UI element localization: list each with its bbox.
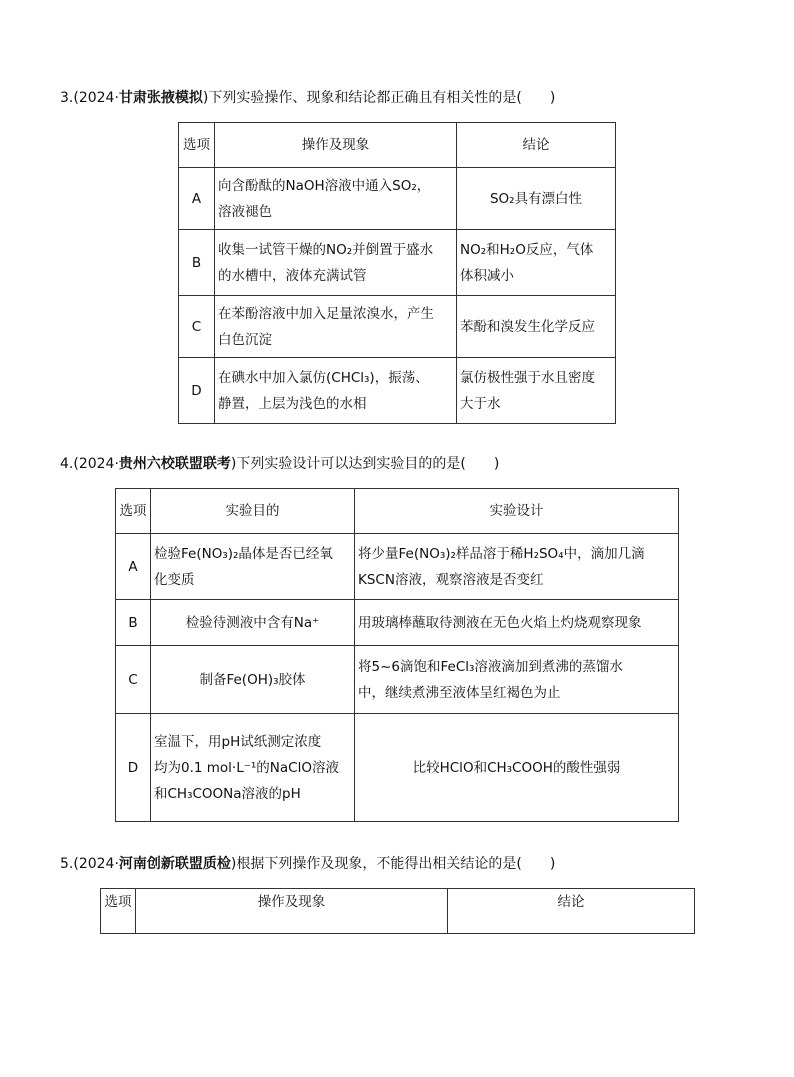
cell-text-line: 室温下，用pH试纸测定浓度 [154,733,322,750]
option-label: D [179,358,215,424]
cell-text-line: 溶液褪色 [218,203,272,220]
header-operation: 操作及现象 [215,123,457,168]
cell-text-line: 的水槽中，液体充满试管 [218,267,367,284]
question-4-stem [60,453,499,473]
goal-cell [151,646,355,714]
question-4-source: 贵州六校联盟联考 [118,456,231,472]
cell-text-line: 检验Fe(NO₃)₂晶体是否已经氧 [154,545,333,562]
cell-text-line: 用玻璃棒蘸取待测液在无色火焰上灼烧观察现象 [358,614,642,631]
question-3-source: 甘肃张掖模拟 [118,90,203,106]
question-3-table [178,122,616,424]
cell-text-line: SO₂具有漂白性 [489,190,583,207]
header-conclusion: 结论 [448,889,695,934]
conclusion-cell [457,168,616,230]
cell-text-line: 静置，上层为浅色的水相 [218,395,367,412]
cell-text-line: 向含酚酞的NaOH溶液中通入SO₂， [218,177,431,194]
table-row [179,230,616,296]
cell-text-line: 中，继续煮沸至液体呈红褐色为止 [358,684,561,701]
cell-text-line: 收集一试管干燥的NO₂并倒置于盛水 [218,241,434,258]
cell-text-line: 将5~6滴饱和FeCl₃溶液滴加到煮沸的蒸馏水 [358,658,623,675]
table-header-row [179,123,616,168]
operation-cell [215,230,457,296]
cell-text-line: 苯酚和溴发生化学反应 [460,318,595,335]
goal-cell [151,714,355,822]
table-row [179,296,616,358]
question-3-stem [60,87,555,107]
option-label: A [116,534,151,600]
question-5-source: 河南创新联盟质检 [118,856,231,872]
table-row [116,534,679,600]
operation-cell [215,358,457,424]
goal-cell [151,600,355,646]
table-header-row [101,889,695,934]
table-row [116,714,679,822]
option-label: A [179,168,215,230]
header-goal: 实验目的 [151,489,355,534]
question-5-table [100,888,695,934]
cell-text-line: 制备Fe(OH)₃胶体 [199,671,306,688]
table-row [179,358,616,424]
cell-text-line: 体积减小 [460,267,514,284]
question-4-table [115,488,679,822]
cell-text-line: KSCN溶液，观察溶液是否变红 [358,571,544,588]
question-5-stem [60,853,555,873]
header-design: 实验设计 [355,489,679,534]
cell-text-line: 将少量Fe(NO₃)₂样品溶于稀H₂SO₄中，滴加几滴 [358,545,645,562]
header-option: 选项 [101,889,136,934]
question-3-text: )下列实验操作、现象和结论都正确且有相关性的是( ) [202,90,556,106]
question-5-number: 5.(2024· [60,856,119,872]
design-cell [355,714,679,822]
design-cell [355,646,679,714]
header-operation: 操作及现象 [136,889,448,934]
header-option: 选项 [179,123,215,168]
question-4-number: 4.(2024· [60,456,119,472]
option-label: B [116,600,151,646]
table-row [116,600,679,646]
cell-text-line: NO₂和H₂O反应，气体 [460,241,594,258]
operation-cell [215,296,457,358]
cell-text-line: 和CH₃COONa溶液的pH [154,785,301,802]
goal-cell [151,534,355,600]
conclusion-cell [457,358,616,424]
option-label: D [116,714,151,822]
cell-text-line: 检验待测液中含有Na⁺ [185,614,320,631]
table-header-row [116,489,679,534]
cell-text-line: 均为0.1 mol·L⁻¹的NaClO溶液 [154,759,339,776]
conclusion-cell [457,296,616,358]
operation-cell [215,168,457,230]
header-conclusion: 结论 [457,123,616,168]
cell-text-line: 在碘水中加入氯仿(CHCl₃)，振荡、 [218,369,429,386]
option-label: C [116,646,151,714]
question-3-number: 3.(2024· [60,90,119,106]
cell-text-line: 氯仿极性强于水且密度 [460,369,595,386]
table-row [179,168,616,230]
question-5-text: )根据下列操作及现象，不能得出相关结论的是( ) [230,856,556,872]
question-4-text: )下列实验设计可以达到实验目的的是( ) [230,456,500,472]
table-row [116,646,679,714]
cell-text-line: 比较HClO和CH₃COOH的酸性强弱 [412,759,621,776]
design-cell [355,600,679,646]
header-option: 选项 [116,489,151,534]
conclusion-cell [457,230,616,296]
cell-text-line: 白色沉淀 [218,331,272,348]
cell-text-line: 化变质 [154,571,195,588]
option-label: C [179,296,215,358]
option-label: B [179,230,215,296]
design-cell [355,534,679,600]
cell-text-line: 在苯酚溶液中加入足量浓溴水，产生 [218,305,434,322]
cell-text-line: 大于水 [460,395,501,412]
